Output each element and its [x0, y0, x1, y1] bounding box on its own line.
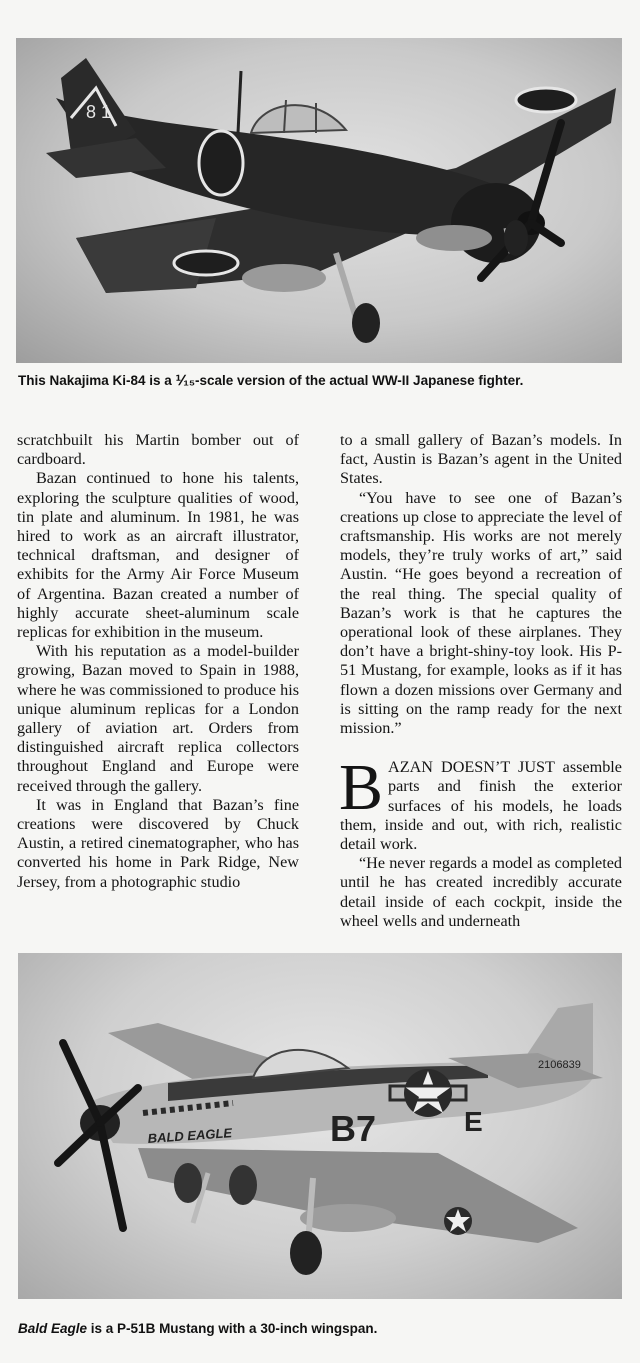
paragraph: Bazan continued to hone his talents, exploring the sculpture qualities of wood, tin plate and aluminum. In 1981, he was hired to work as an aircraft illustrator, technical draftsman, and designer of exhibits for the Army Air Force Museum of Argentina. Bazan created a number of highly accurate sheet-aluminum scale replicas for exhibition in the museum. [17, 469, 299, 642]
tail-number: 2106839 [538, 1059, 581, 1071]
paragraph: “You have to see one of Bazan’s creations up close to appreciate the level of craftsmanship. His works are not merely models, they’re truly works of art,” said Austin. “He goes beyond a recreation of the real thing. The special quality of Bazan’s work is that he captures the operational look of these airplanes. They don’t have a bright-shiny-toy look. His P-51 Mustang, for example, looks as if it has flown a dozen missions over Germany and is sitting on the ramp ready for the next mission.” [340, 488, 622, 738]
caption-rest: is a P-51B Mustang with a 30-inch wingspan. [87, 1321, 378, 1336]
p51-photo [18, 953, 622, 1299]
fuselage-letter: E [464, 1106, 483, 1137]
ki84-aircraft-illustration [16, 38, 622, 363]
tail-marking: 8 1 [86, 102, 112, 122]
bottom-photo-caption [18, 1321, 377, 1336]
paragraph: scratchbuilt his Martin bomber out of cardboard. [17, 431, 299, 469]
caption-scale: ⅟₁₅ [175, 373, 196, 388]
caption-prefix: This Nakajima Ki-84 is a [18, 373, 176, 388]
paragraph: “He never regards a model as completed until he has created incredibly accurate detail inside of each cockpit, inside the wheel wells and underneath [340, 854, 622, 930]
ki84-photo [16, 38, 622, 363]
paragraph-with-dropcap [339, 751, 622, 854]
article-column-left [17, 431, 299, 892]
paragraph-text: AZAN DOESN’T JUST assemble parts and finish the exterior surfaces of his models, he loads them, inside and out, with rich, realistic detail work. [340, 758, 622, 854]
drop-cap: B [339, 751, 384, 825]
caption-aircraft-name: Bald Eagle [18, 1321, 88, 1336]
nose-art: BALD EAGLE [147, 1125, 233, 1146]
p51-aircraft-illustration [18, 953, 622, 1299]
article-column-right [340, 431, 622, 931]
paragraph: It was in England that Bazan’s fine creations were discovered by Chuck Austin, a retired cinematographer, who has converted his home in Park Ridge, New Jersey, from a photographic studio [17, 795, 299, 891]
fuselage-code: B7 [330, 1108, 377, 1149]
paragraph: With his reputation as a model-builder growing, Bazan moved to Spain in 1988, where he was commissioned to produce his unique aluminum replicas for a London gallery of aviation art. Orders from distinguished aircraft replica collectors throughout England and Europe were received through the gallery. [17, 642, 299, 795]
paragraph: to a small gallery of Bazan’s models. In fact, Austin is Bazan’s agent in the United States. [340, 431, 622, 488]
caption-suffix: -scale version of the actual WW-II Japanese fighter. [195, 373, 524, 388]
top-photo-caption [18, 373, 523, 389]
